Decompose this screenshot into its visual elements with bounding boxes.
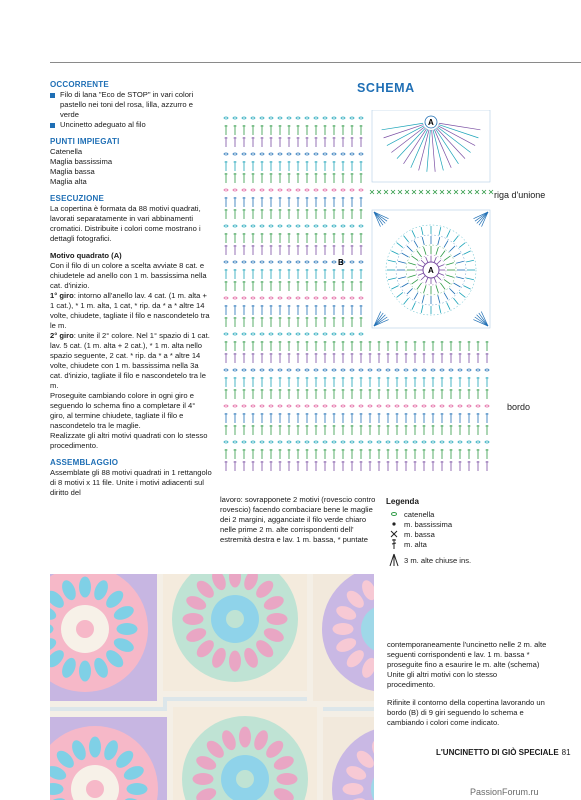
double-crochet-icon (386, 539, 402, 549)
riga-unione-label: riga d'unione (494, 190, 546, 200)
top-rule (50, 62, 581, 63)
giro1-paragraph (50, 291, 212, 331)
punti-heading: PUNTI IMPIEGATI (50, 137, 120, 146)
motivo-heading: Motivo quadrato (A) (50, 251, 122, 260)
motivo-text: Con il filo di un colore a scelta avviate 8 cat. e chiudetele ad anello con 1 m. bassissima nella cat. d'inizio. (50, 261, 207, 290)
legend-item-bassissima (386, 519, 496, 529)
label-b: B (338, 258, 344, 267)
prosegue-text: Proseguite cambiando colore in ogni giro e seguendo lo schema fino a completare il 4° giro, al termine chiudete, tagliate il filo e nascondetelo tra le maglie. (50, 391, 196, 430)
legend-label: catenella (404, 509, 435, 519)
legend-label: 3 m. alte chiuse ins. (404, 555, 472, 565)
legend-label: m. bassissima (404, 519, 453, 529)
legend-item-cluster (386, 553, 496, 567)
giro1-text: : intorno all'anello lav. 4 cat. (1 m. alta + 1 cat.), * 1 m. alta, 1 cat, * rip. da * a * altre 14 volte, chiudete, tagliate il filo e nascondetelo tra le m. (50, 291, 210, 330)
punto-item: Maglia bassissima (50, 157, 113, 166)
occorrente-heading: OCCORRENTE (50, 80, 109, 89)
list-item: Uncinetto adeguato al filo (50, 120, 212, 130)
continuation-text: lavoro: sovrapponete 2 motivi (rovescio contro rovescio) facendo combaciare bene le maglie dei 2 margini, agganciate il filo verde chiaro nelle prime 2 m. alte corrispondenti dell' estremità destra e lav. 1 m. bassa, * puntate (220, 495, 376, 544)
legend-item-alta (386, 539, 496, 549)
col3-paragraph: Rifinite il contorno della copertina lavorando un bordo (B) di 9 giri seguendo lo schema e cambiando i colori come indicato. (387, 698, 545, 727)
legend-label: m. bassa (404, 529, 435, 539)
punto-item: Maglia alta (50, 177, 87, 186)
giro1-label: 1° giro (50, 291, 74, 300)
legend-label: m. alta (404, 539, 427, 549)
legend-item-bassa (386, 529, 496, 539)
giro2-label: 2° giro (50, 331, 74, 340)
col3-paragraph: Unite gli altri motivi con lo stesso procedimento. (387, 670, 498, 689)
magazine-name: L'UNCINETTO DI GIÒ SPECIALE (436, 748, 559, 757)
legend-item-catenella (386, 509, 496, 519)
watermark: PassionForum.ru (470, 787, 539, 797)
label-a-top: A (428, 118, 434, 127)
occorrente-list (50, 90, 212, 130)
page-number: 81 (561, 748, 571, 757)
list-item: Filo di lana "Eco de STOP" in vari colori pastello nei toni del rosa, lilla, azzurro e verde (50, 90, 212, 120)
schema-title: SCHEMA (357, 81, 415, 95)
punto-item: Maglia bassa (50, 167, 95, 176)
stitch-rows (224, 117, 493, 471)
punto-item: Catenella (50, 147, 83, 156)
single-crochet-icon (386, 529, 402, 539)
bordo-label: bordo (507, 402, 531, 412)
chain-icon (386, 509, 402, 519)
giro2-paragraph (50, 331, 212, 391)
instructions-column (50, 80, 212, 498)
label-a: A (428, 266, 434, 275)
page-footer (436, 748, 571, 757)
motif-top (372, 110, 490, 182)
assemblaggio-heading: ASSEMBLAGGIO (50, 458, 119, 467)
legend (386, 497, 496, 567)
giro2-text: : unite il 2° colore. Nel 1° spazio di 1 cat. lav. 5 cat. (1 m. alta + 2 cat.), * 1 m. alta nello spazio seguente, 2 cat. * rip. da * a * altre 14 volte, chiudete con 1 m. bassissima nella 3a cat. d'inizio, tagliate il filo e nascondetelo tra le m. (50, 331, 210, 390)
final-text-column (387, 640, 547, 728)
motif-a (372, 210, 490, 328)
legend-title: Legenda (386, 497, 419, 506)
col3-paragraph: contemporaneamente l'uncinetto nelle 2 m. alte seguenti corrispondenti e lav. 1 m. bassa * proseguite fino a esaurire le m. alte (schema) (387, 640, 547, 669)
slip-stitch-icon (386, 519, 402, 529)
assemblaggio-text: Assemblate gli 88 motivi quadrati in 1 rettangolo di 8 motivi x 11 file. Unite i motivi adiacenti sul diritto del (50, 468, 212, 497)
blanket-photo (50, 574, 374, 800)
realizzate-text: Realizzate gli altri motivi quadrati con lo stesso procedimento. (50, 431, 208, 450)
cluster-icon (386, 553, 402, 567)
crochet-chart (222, 110, 504, 480)
esecuzione-heading: ESECUZIONE (50, 194, 105, 203)
esecuzione-intro: La copertina è formata da 88 motivi quadrati, lavorati separatamente in vari abbinamenti cromatici. Distribuite i colori come mostrano i dettagli fotografici. (50, 204, 201, 243)
